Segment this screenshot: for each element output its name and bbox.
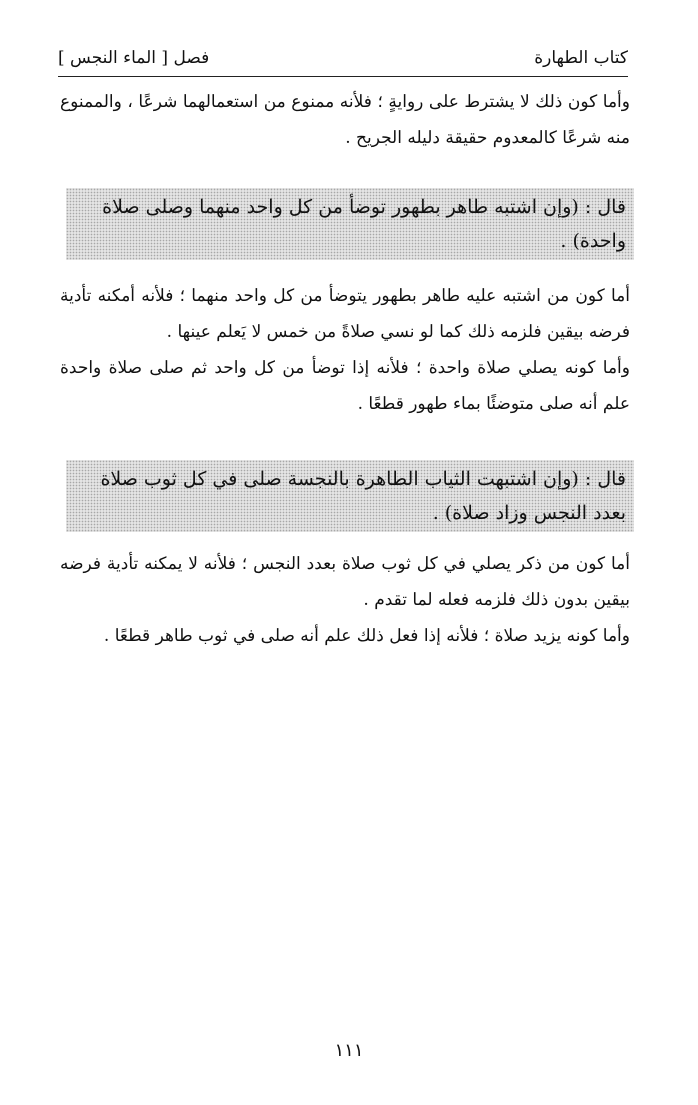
book-title: كتاب الطهارة <box>534 48 628 68</box>
paragraph-3: وأما كونه يصلي صلاة واحدة ؛ فلأنه إذا توضأ من كل واحد ثم صلى صلاة واحدة علم أنه صلى متوضئًا بماء طهور قطعًا . <box>60 358 630 414</box>
running-header <box>58 40 628 77</box>
matn-box-2: قال : (وإن اشتبهت الثياب الطاهرة بالنجسة صلى في كل ثوب صلاة بعدد النجس وزاد صلاة) . <box>66 460 634 532</box>
paragraph-4: أما كون من ذكر يصلي في كل ثوب صلاة بعدد النجس ؛ فلأنه لا يمكنه تأدية فرضه بيقين بدون ذلك فلزمه فعله لما تقدم . <box>60 554 630 610</box>
matn-box-1: قال : (وإن اشتبه طاهر بطهور توضأ من كل واحد منهما وصلى صلاة واحدة) . <box>66 188 634 260</box>
page-number: ١١١ <box>334 1040 364 1061</box>
paragraph-2: أما كون من اشتبه عليه طاهر بطهور يتوضأ من كل واحد منهما ؛ فلأنه أمكنه تأدية فرضه بيقين فلزمه ذلك كما لو نسي صلاةً من خمس لا يَعلم عينها . <box>60 286 630 342</box>
section-title: فصل [ الماء النجس ] <box>58 48 210 68</box>
paragraph-1: وأما كون ذلك لا يشترط على روايةٍ ؛ فلأنه ممنوع من استعمالهما شرعًا ، والممنوع منه شرعًا كالمعدوم حقيقة دليله الجريح . <box>60 92 630 148</box>
paragraph-5: وأما كونه يزيد صلاة ؛ فلأنه إذا فعل ذلك علم أنه صلى في ثوب طاهر قطعًا . <box>103 626 630 646</box>
